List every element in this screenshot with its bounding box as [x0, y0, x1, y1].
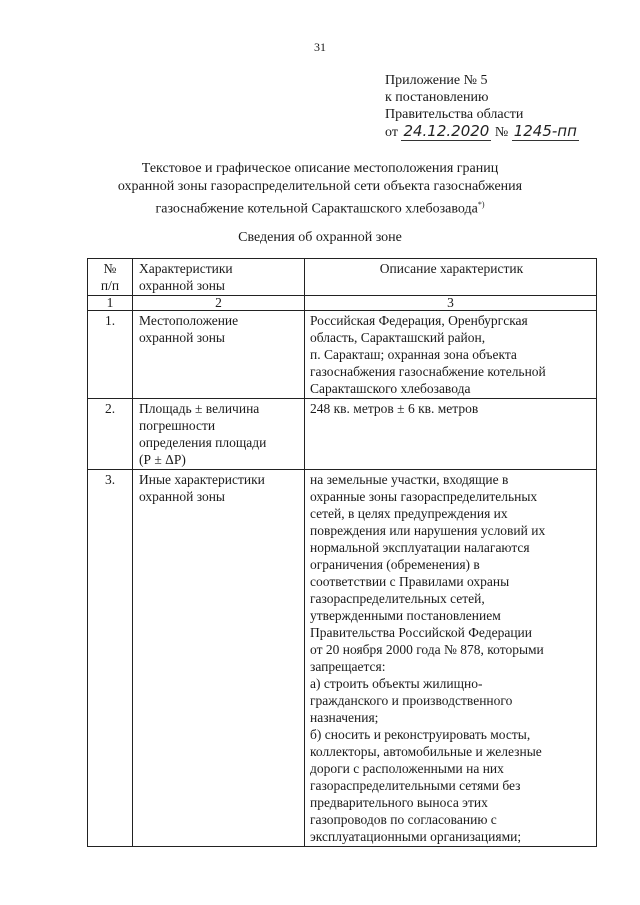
- characteristic-line: охранной зоны: [139, 489, 226, 504]
- footnote-mark: *): [477, 200, 485, 209]
- document-title: [0, 160, 640, 219]
- column-number-row: [88, 296, 597, 311]
- description-line: п. Саракташ; охранная зона объекта: [310, 347, 517, 362]
- description-line: от 20 ноября 2000 года № 878, которыми: [310, 642, 544, 657]
- description-line: назначения;: [310, 710, 379, 725]
- row-characteristic: [133, 470, 305, 847]
- title-line-2: охранной зоны газораспределительной сети объекта газоснабжения: [117, 179, 523, 194]
- characteristic-line: (Р ± ΔР): [139, 452, 186, 467]
- table-body: [88, 311, 597, 847]
- column-number: 1: [88, 296, 133, 311]
- description-line: ограничения (обременения) в: [310, 557, 480, 572]
- handwritten-date: 24.12.2020: [403, 122, 490, 140]
- protection-zone-table: [87, 258, 597, 847]
- table-row: [88, 311, 597, 399]
- header-characteristic-line: Характеристики: [139, 261, 233, 276]
- description-line: Российская Федерация, Оренбургская: [310, 313, 528, 328]
- description-line: дороги с расположенными на них: [310, 761, 504, 776]
- row-description: [305, 399, 597, 470]
- characteristic-line: погрешности: [139, 418, 216, 433]
- title-line-3: [0, 196, 640, 219]
- characteristic-line: определения площади: [139, 435, 267, 450]
- description-line: газораспределительных сетей,: [310, 591, 485, 606]
- row-characteristic: [133, 399, 305, 470]
- appendix-header: [385, 72, 579, 141]
- description-line: утвержденными постановлением: [310, 608, 501, 623]
- description-line: б) сносить и реконструировать мосты,: [310, 727, 531, 742]
- characteristic-line: охранной зоны: [139, 330, 226, 345]
- title-line-3-text: газоснабжение котельной Саракташского хлебозавода: [155, 201, 478, 217]
- row-number: 3.: [88, 470, 133, 847]
- row-number: 1.: [88, 311, 133, 399]
- description-line: на земельные участки, входящие в: [310, 472, 509, 487]
- row-description: [305, 311, 597, 399]
- appendix-line-1: Приложение № 5: [385, 73, 488, 88]
- characteristic-line: Иные характеристики: [139, 472, 265, 487]
- table-header-row: [88, 259, 597, 296]
- description-line: Саракташского хлебозавода: [310, 381, 471, 396]
- description-line: охранные зоны газораспределительных: [310, 489, 538, 504]
- section-title: Сведения об охранной зоне: [238, 230, 402, 245]
- description-line: повреждения или нарушения условий их: [310, 523, 546, 538]
- description-line: газоснабжения газоснабжение котельной: [310, 364, 546, 379]
- description-line: газораспределительными сетями без: [310, 778, 521, 793]
- header-num-line: №: [103, 261, 117, 276]
- description-line: нормальной эксплуатации налагаются: [310, 540, 530, 555]
- description-line: предварительного выноса этих: [310, 795, 488, 810]
- table-row: [88, 399, 597, 470]
- header-characteristic-line: охранной зоны: [139, 278, 226, 293]
- characteristic-line: Площадь ± величина: [139, 401, 260, 416]
- description-line: эксплуатационными организациями;: [310, 829, 522, 844]
- description-line: а) строить объекты жилищно-: [310, 676, 483, 691]
- row-description: [305, 470, 597, 847]
- description-line: запрещается:: [310, 659, 386, 674]
- description-line: гражданского и производственного: [310, 693, 513, 708]
- column-number: 3: [305, 296, 597, 311]
- description-line: область, Саракташский район,: [310, 330, 486, 345]
- page-number: 31: [314, 40, 326, 54]
- handwritten-number: 1245-пп: [513, 122, 577, 140]
- number-sign: №: [494, 125, 509, 140]
- appendix-line-2: к постановлению: [385, 90, 489, 105]
- appendix-line-3: Правительства области: [385, 107, 524, 122]
- description-line: 248 кв. метров ± 6 кв. метров: [310, 401, 479, 416]
- description-line: сетей, в целях предупреждения их: [310, 506, 508, 521]
- appendix-date-line: [385, 123, 579, 141]
- description-line: соответствии с Правилами охраны: [310, 574, 510, 589]
- description-line: газопроводов по согласованию с: [310, 812, 497, 827]
- column-number: 2: [133, 296, 305, 311]
- characteristic-line: Местоположение: [139, 313, 239, 328]
- header-num: [88, 259, 133, 296]
- table-row: [88, 470, 597, 847]
- header-description: Описание характеристик: [305, 259, 597, 296]
- description-line: Правительства Российской Федерации: [310, 625, 532, 640]
- header-characteristic: [133, 259, 305, 296]
- row-characteristic: [133, 311, 305, 399]
- date-prefix: от: [385, 125, 398, 140]
- header-num-line: п/п: [100, 278, 120, 293]
- title-line-1: Текстовое и графическое описание местоположения границ: [141, 161, 499, 176]
- description-line: коллекторы, автомобильные и железные: [310, 744, 542, 759]
- row-number: 2.: [88, 399, 133, 470]
